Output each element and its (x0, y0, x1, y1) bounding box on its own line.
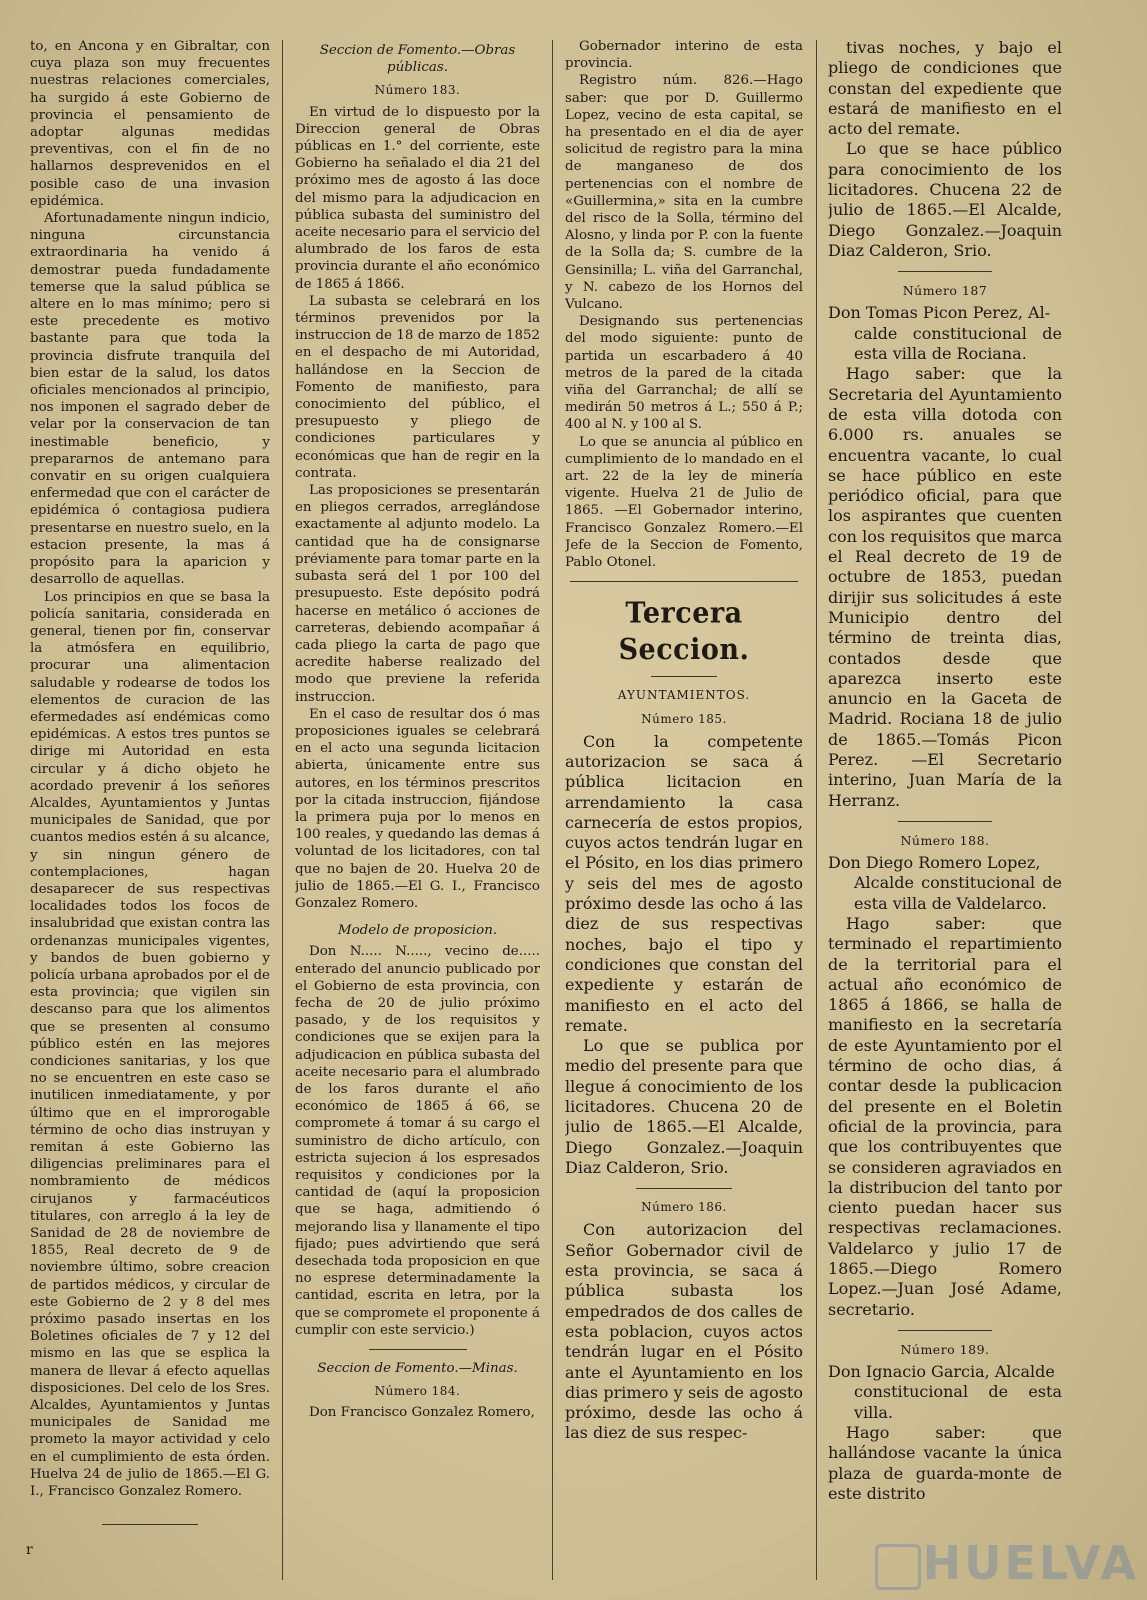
paragraph: Designando sus pertenencias del modo siguiente: punto de partida un escarbadero á 40 metros de la pared de la citada viña del Garranchal; de allí se medirán 50 metros á L.; 550 á P.; 400 al N. y 100 al S. (565, 314, 803, 433)
paragraph: tivas noches, y bajo el pliego de condiciones que constan del expediente que estará de manifiesto en el acto del remate. (828, 38, 1062, 139)
watermark-text: HUELVA (922, 1536, 1139, 1590)
paragraph: Lo que se hace público para conocimiento de los licitadores. Chucena 22 de julio de 1865.—El Alcalde, Diego Gonzalez.—Joaquin Diaz Calderon, Srio. (828, 139, 1062, 260)
official-title: Alcalde constitucional de esta villa de Valdelarco. (854, 873, 1062, 913)
ornament-rule (651, 676, 718, 677)
separator (636, 1188, 731, 1189)
notice-number: Número 186. (641, 1200, 727, 1215)
separator (102, 1524, 198, 1525)
paragraph: Hago saber: que terminado el repartimiento de la territorial para el actual año económico de 1865 á 1866, se halla de manifiesto en la secretaría de este Ayuntamiento por el término de ocho dias, á contar desde la publicacion del presente en el Boletin oficial de la provincia, para que los contribuyentes que se consideren agraviados en la distribucion del tanto por ciento puedan hacer sus respectivas reclamaciones. Valdelarco y julio 17 de 1865.—Diego Romero Lopez.—Juan José Adame, secretario. (828, 913, 1062, 1319)
official-title: constitucional de esta villa. (854, 1382, 1062, 1422)
column-3 (565, 38, 803, 1578)
paragraph: Lo que se anuncia al público en cumplimiento de lo mandado en el art. 22 de la ley de minería vigente. Huelva 21 de Julio de 1865. —El Gobernador interino, Francisco Gonzalez Romero.—El Jefe de la Seccion de Fomento, Pablo Otonel. (565, 434, 803, 571)
column-rule (552, 40, 553, 1580)
paragraph: Afortunadamente ningun indicio, ninguna circunstancia extraordinaria ha venido á demostrar pueda fundadamente temerse que la salud pública se altere en lo mas mínimo; pero si este precedente es motivo bastante para que toda la provincia disfrute tranquila del bien estar de la salud, los datos oficiales mencionados al principio, nos imponen el sagrado deber de velar por la conservacion de tan inestimable beneficio, y prepararnos de antemano para convatir en su origen cualquiera enfermedad que con el carácter de epidémica ó contagiosa pudiera presentarse en nuestro suelo, en la estacion presente, la mas á propósito para la aparicion y desarrollo de aquellas. (30, 211, 270, 588)
separator (898, 271, 992, 272)
watermark-logo (923, 1536, 1139, 1590)
section-heading: Tercera Seccion. (618, 596, 750, 667)
official-name (828, 1362, 1062, 1423)
notice-number: Número 184. (374, 1384, 461, 1399)
paragraph: to, en Ancona y en Gibraltar, con cuya plaza son muy frecuentes nuestras relaciones comerciales, ha surgido á este Gobierno de provincia el pensamiento de adoptar algunas medidas preventivas, con el fin de no hallarnos desprevenidos en el posible caso de una invasion epidémica. (30, 39, 270, 209)
column-rule (282, 40, 283, 1580)
official-title: calde constitucional de esta villa de Rociana. (854, 323, 1062, 364)
official-name (828, 853, 1062, 914)
column-rule (816, 40, 817, 1580)
paragraph: La subasta se celebrará en los términos prevenidos por la instruccion de 18 de marzo de 1852 en el despacho de mi Autoridad, hallándose en la Seccion de Fomento de manifiesto, para conocimiento del público, el presupuesto y pliego de condiciones particulares y económicas que han de regir en la contrata. (295, 293, 540, 481)
separator (898, 1330, 992, 1331)
column-1 (30, 38, 270, 1538)
paragraph: Don Francisco Gonzalez Romero, (309, 1405, 535, 1421)
subsection-title: AYUNTAMIENTOS. (617, 688, 751, 703)
official-name-line: Don Tomas Picon Perez, Al- (828, 303, 1051, 323)
notice-number: Número 188. (900, 832, 990, 848)
page-mark: r (26, 1542, 33, 1558)
paragraph: En virtud de lo dispuesto por la Direccion general de Obras públicas en 1.° del corriente, este Gobierno ha señalado el dia 21 del próximo mes de agosto á las doce del mismo para la adjudicacion en pública subasta del suministro del aceite necesario para el servicio del alumbrado de los faros de esta provincia durante el año económico de 1865 á 1866. (295, 104, 540, 292)
official-name-line: Don Ignacio Garcia, Alcalde (828, 1362, 1055, 1382)
notice-number: Número 187 (902, 283, 988, 299)
paragraph: Gobernador interino de esta provincia. (565, 39, 803, 72)
paragraph: Las proposiciones se presentarán en pliegos cerrados, arreglándose exactamente al adjunto modelo. La cantidad que ha de consignarse préviamente para tomar parte en la subasta será del 1 por 100 del presupuesto. Este depósito podrá hacerse en metálico ó acciones de carreteras, debiendo acompañar á cada pliego la carta de pago que acredite haberse realizado del modo que previene la referida instruccion. (295, 483, 540, 705)
official-name-line: Don Diego Romero Lopez, (828, 853, 1041, 873)
paragraph: Hago saber: que hallándose vacante la única plaza de guarda-monte de este distrito (828, 1423, 1062, 1503)
notice-number: Número 183. (374, 83, 461, 98)
column-4 (828, 38, 1062, 1578)
watermark-emblem-icon (875, 1544, 921, 1590)
separator (570, 581, 798, 582)
separator (898, 821, 992, 822)
paragraph: Hago saber: que la Secretaria del Ayuntamiento de esta villa dotoda con 6.000 rs. anuales se encuentra vacante, lo cual se hace público en este periódico oficial, para que los aspirantes que cuenten con los requisitos que marca el Real decreto de 19 de octubre de 1853, puedan dirijir sus solicitudes á este Municipio dentro del término de treinta dias, contados desde que aparezca inserto este anuncio en la Gaceta de Madrid. Rociana 18 de julio de 1865.—Tomás Picon Perez. —El Secretario interino, Juan María de la Herranz. (828, 364, 1062, 810)
official-name (828, 303, 1062, 364)
section-title: Seccion de Fomento.—Minas. (317, 1361, 518, 1377)
paragraph: Los principios en que se basa la policía sanitaria, considerada en general, tienen por fin, conservar la atmósfera en equilibrio, procurar una alimentacion saludable y rodearse de todos los elementos de curacion de las efermedades así endémicas como epidémicas. A estos tres puntos se dirige mi Autoridad en esta circular y á dicho objeto he acordado prevenir á los señores Alcaldes, Ayuntamientos y Juntas municipales de Sanidad, que por cuantos medios estén á su alcance, y sin ningun género de contemplaciones, hagan desaparecer de sus respectivas localidades todos los focos de insalubridad que existan contra las ordenanzas municipales vigentes, y bandos de buen gobierno y policía urbana aprobados por el de esta provincia; que vigilen sin descanso para que los alimentos que se presenten al consumo público estén en las mejores condiciones sanitarias, y los que no se encuentren en este caso se inutilicen inmediatamente, y por último que en el improrogable término de ocho dias instruyan y remitan á este Gobierno las diligencias preliminares para el nombramiento de médicos cirujanos y farmacéuticos titulares, con arreglo á la ley de Sanidad de 28 de noviembre de 1855, Real decreto de 9 de noviembre último, sobre creacion de partidos médicos, y circular de este Gobierno de 2 y 8 del mes próximo pasado insertas en los Boletines oficiales de 7 y 12 del mismo en las que se esplica la manera de llevar á efecto aquellas disposiciones. Del celo de los Sres. Alcaldes, Ayuntamientos y Juntas municipales de Sanidad me prometo la mayor actividad y celo en el cumplimiento de esta órden. Huelva 24 de julio de 1865.—El G. I., Francisco Gonzalez Romero. (30, 589, 270, 1500)
paragraph: En el caso de resultar dos ó mas proposiciones iguales se celebrará en el acto una segunda licitacion abierta, únicamente entre sus autores, en los términos prescritos por la citada instruccion, fijándose la primera puja por lo menos en 100 reales, y quedando las demas á voluntad de los licitadores, con tal que no bajen de 20. Huelva 20 de julio de 1865.—El G. I., Francisco Gonzalez Romero. (295, 706, 540, 911)
paragraph: Con la competente autorizacion se saca á pública licitacion en arrendamiento la casa carnecería de estos propios, cuyos actos tendrán lugar en el Pósito, en los dias primero y seis del mes de agosto próximo desde las ocho á las diez de sus respectivas noches, bajo el tipo y condiciones que constan del expediente y estarán de manifiesto en el acto del remate. (565, 731, 803, 1035)
section-title: Seccion de Fomento.—Obras públicas. (319, 43, 516, 76)
paragraph: Don N..... N....., vecino de..... enterado del anuncio publicado por el Gobierno de esta provincia, con fecha de 20 de julio próximo pasado, y de los requisitos y condiciones que se exijen para la adjudicacion en pública subasta del aceite necesario para el alumbrado de los faros durante el año económico de 1865 á 66, se compromete á tomar á su cargo el suministro de dicho artículo, con estricta sujecion á los espresados requisitos y condiciones por la cantidad de (aquí la proposicion que se haga, admitiendo ó mejorando lisa y llanamente el tipo fijado; pues advirtiendo que será desechada toda proposicion en que no esprese determinadamente la cantidad, escrita en letra, por la que se compromete el proponente á cumplir con este servicio.) (295, 944, 540, 1338)
column-2 (295, 38, 540, 1578)
separator (369, 1349, 467, 1350)
notice-number: Número 185. (641, 711, 727, 726)
paragraph: Registro núm. 826.—Hago saber: que por D. Guillermo Lopez, vecino de esta capital, se ha presentado en el dia de ayer solicitud de registro para la mina de manganeso de dos pertenencias con el nombre de «Guillermina,» sita en la cumbre del risco de la Solla, término del Alosno, y linda por P. con la fuente de la Solla da; S. cumbre de la Gensinilla; L. viña del Garranchal, y N. cabezo de los Hornos del Vulcano. (565, 73, 803, 313)
notice-number: Número 189. (900, 1341, 990, 1357)
paragraph: Lo que se publica por medio del presente para que llegue á conocimiento de los licitadores. Chucena 20 de julio de 1865.—El Alcalde, Diego Gonzalez.—Joaquin Diaz Calderon, Srio. (565, 1036, 803, 1177)
model-title: Modelo de proposicion. (337, 923, 498, 939)
paragraph: Con autorizacion del Señor Gobernador civil de esta provincia, se saca á pública subasta los empedrados de dos calles de esta poblacion, cuyos actos tendrán lugar en el Pósito ante el Ayuntamiento en los dias primero y seis de agosto próximo, desde las ocho á las diez de sus respec- (565, 1220, 803, 1443)
